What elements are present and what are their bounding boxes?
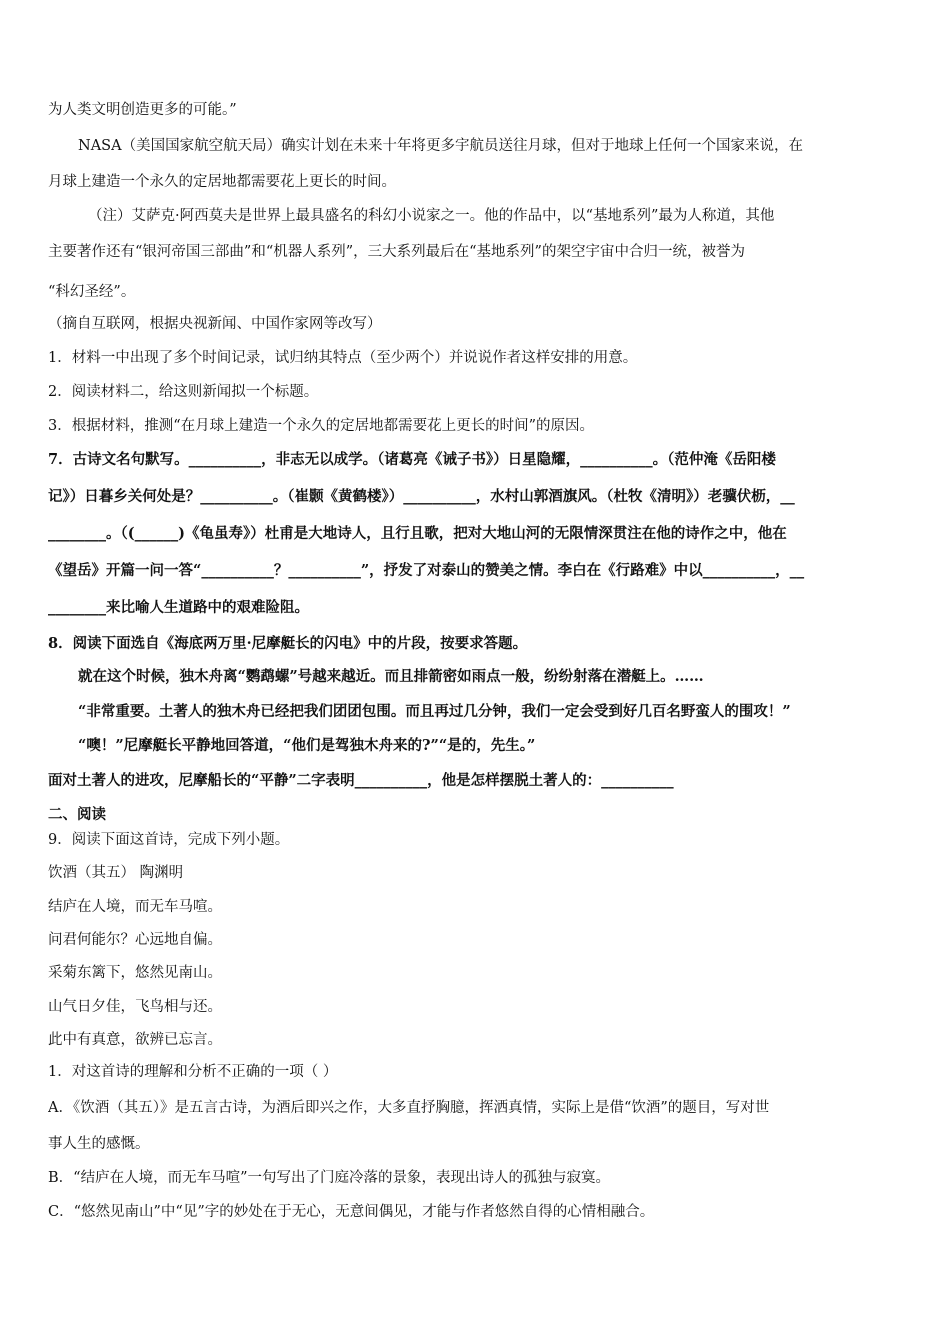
excerpt-line: 就在这个时候，独木舟离“鹦鹉螺”号越来越近。而且排箭密如雨点一般，纷纷射落在潜艇上。…… xyxy=(78,668,704,685)
poem-line: 问君何能尔？心远地自偏。 xyxy=(48,932,222,948)
text-line: “科幻圣经”。 xyxy=(48,284,136,300)
question-2: 2．阅读材料二，给这则新闻拟一个标题。 xyxy=(48,384,319,400)
question-1: 1．材料一中出现了多个时间记录，试归纳其特点（至少两个）并说说作者这样安排的用意。 xyxy=(48,350,638,366)
question-9: 9．阅读下面这首诗，完成下列小题。 xyxy=(48,832,290,848)
option-b: B．“结庐在人境，而无车马喧”一句写出了门庭冷落的景象，表现出诗人的孤独与寂寞。 xyxy=(48,1170,610,1186)
text-line: 为人类文明创造更多的可能。” xyxy=(48,102,237,118)
question-7-cont: 记》）日暮乡关何处是？__________。（崔颢《黄鹤楼》）__________，水村山郭酒旗风。（杜牧《清明》）老骥伏枥，__ xyxy=(48,488,795,505)
option-a-cont: 事人生的感慨。 xyxy=(48,1136,150,1152)
poem-line: 此中有真意，欲辨已忘言。 xyxy=(48,1032,222,1048)
excerpt-line: “噢！”尼摩艇长平静地回答道，“他们是驾独木舟来的?”“是的，先生。” xyxy=(78,737,536,754)
text-line: 月球上建造一个永久的定居地都需要花上更长的时间。 xyxy=(48,174,396,190)
question-7: 7．古诗文名句默写。__________，非志无以成学。（诸葛亮《诫子书》）日星隐耀，__________。（范仲淹《岳阳楼 xyxy=(48,451,776,468)
section-heading: 二、阅读 xyxy=(48,806,106,823)
question-8-prompt: 面对土著人的进攻，尼摩船长的“平静”二字表明__________，他是怎样摆脱土著人的：__________ xyxy=(48,772,674,789)
question-7-cont: ________。（(______)《龟虽寿》）杜甫是大地诗人，且行且歌，把对大地山河的无限情深贯注在他的诗作之中，他在 xyxy=(48,525,787,542)
poem-line: 结庐在人境，而无车马喧。 xyxy=(48,899,222,915)
question-8: 8．阅读下面选自《海底两万里·尼摩艇长的闪电》中的片段，按要求答题。 xyxy=(48,635,528,652)
sub-question-1: 1．对这首诗的理解和分析不正确的一项（ ） xyxy=(48,1064,338,1080)
poem-line: 采菊东篱下，悠然见南山。 xyxy=(48,965,222,981)
text-line: 主要著作还有“银河帝国三部曲”和“机器人系列”，三大系列最后在“基地系列”的架空宇宙中合归一统，被誉为 xyxy=(48,244,745,260)
option-a: A．《饮酒（其五）》是五言古诗，为酒后即兴之作，大多直抒胸臆，挥洒真情，实际上是借“饮酒”的题目，写对世 xyxy=(48,1100,770,1116)
poem-line: 山气日夕佳，飞鸟相与还。 xyxy=(48,999,222,1015)
excerpt-line: “非常重要。土著人的独木舟已经把我们团团包围。而且再过几分钟，我们一定会受到好几百名野蛮人的围攻！” xyxy=(78,703,791,720)
source-line: （摘自互联网，根据央视新闻、中国作家网等改写） xyxy=(48,316,382,332)
question-3: 3．根据材料，推测“在月球上建造一个永久的定居地都需要花上更长的时间”的原因。 xyxy=(48,418,595,434)
poem-title: 饮酒（其五） 陶渊明 xyxy=(48,865,184,881)
option-c: C．“悠然见南山”中“见”字的妙处在于无心，无意间偶见，才能与作者悠然自得的心情相融合。 xyxy=(48,1204,655,1220)
question-7-cont: 《望岳》开篇一问一答“__________？__________”，抒发了对泰山的赞美之情。李白在《行路难》中以__________，__ xyxy=(48,562,805,579)
text-line: NASA（美国国家航空航天局）确实计划在未来十年将更多宇航员送往月球，但对于地球上任何一个国家来说，在 xyxy=(78,138,804,154)
note-line: （注）艾萨克·阿西莫夫是世界上最具盛名的科幻小说家之一。他的作品中，以“基地系列”最为人称道，其他 xyxy=(88,208,775,224)
question-7-cont: ________来比喻人生道路中的艰难险阻。 xyxy=(48,599,309,616)
